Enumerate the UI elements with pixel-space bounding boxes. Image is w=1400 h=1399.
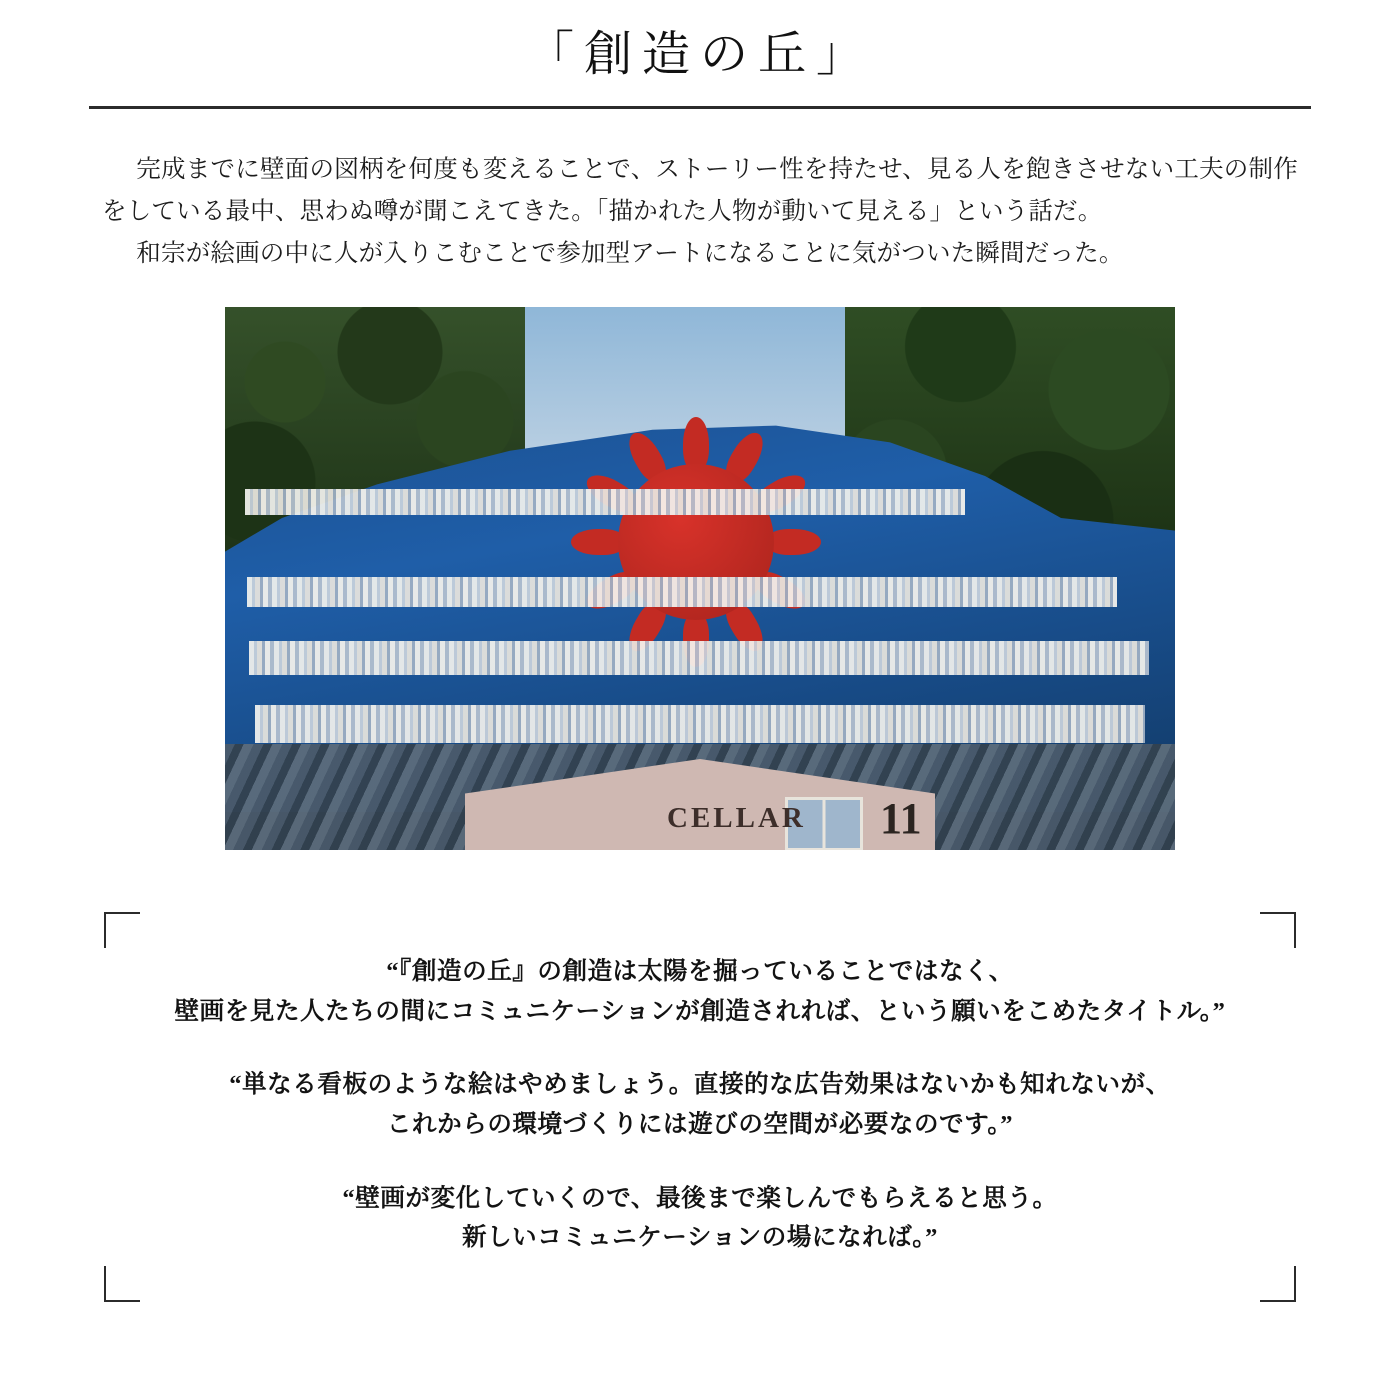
sun-ray-icon [767, 529, 821, 555]
photo-figure [225, 307, 1175, 850]
building-number-text: 11 [880, 793, 922, 843]
quote-3 [134, 1179, 1266, 1258]
building-sign-text: CELLAR [667, 801, 806, 834]
corner-bracket-bottom-left [104, 1266, 140, 1302]
sun-ray-icon [571, 529, 625, 555]
body-text [102, 149, 1298, 275]
quote-line: “単なる看板のような絵はやめましょう。直接的な広告効果はないかも知れないが、 [229, 1071, 1171, 1099]
mural-photograph [225, 307, 1175, 850]
corner-bracket-top-right [1260, 912, 1296, 948]
sun-ray-icon [683, 417, 709, 471]
quote-2 [134, 1065, 1266, 1144]
page-title: 「創造の丘」 [525, 28, 874, 81]
quote-block [104, 912, 1296, 1302]
quote-line: 壁画を見た人たちの間にコミュニケーションが創造されれば、という願いをこめたタイトル。” [174, 997, 1226, 1025]
title-block [0, 0, 1400, 109]
quote-line: “壁画が変化していくので、最後まで楽しんでもらえると思う。 [342, 1184, 1058, 1212]
quote-line: “『創造の丘』の創造は太陽を掘っていることではなく、 [386, 957, 1014, 985]
quote-line: これからの環境づくりには遊びの空間が必要なのです。” [386, 1111, 1014, 1139]
painted-figures-row [245, 489, 965, 515]
title-divider [89, 106, 1311, 109]
paragraph-1: 完成までに壁面の図柄を何度も変えることで、ストーリー性を持たせ、見る人を飽きさせない工夫の制作をしている最中、思わぬ噂が聞こえてきた。「描かれた人物が動いて見える」という話だ。 [102, 155, 1298, 225]
painted-figures-row [249, 641, 1149, 675]
painted-figures-row [247, 577, 1117, 607]
quote-1 [134, 952, 1266, 1031]
paragraph-2: 和宗が絵画の中に人が入りこむことで参加型アートになることに気がついた瞬間だった。 [136, 239, 1124, 267]
corner-bracket-bottom-right [1260, 1266, 1296, 1302]
painted-figures-row [255, 705, 1145, 743]
corner-bracket-top-left [104, 912, 140, 948]
quote-line: 新しいコミュニケーションの場になれば。” [461, 1224, 939, 1252]
